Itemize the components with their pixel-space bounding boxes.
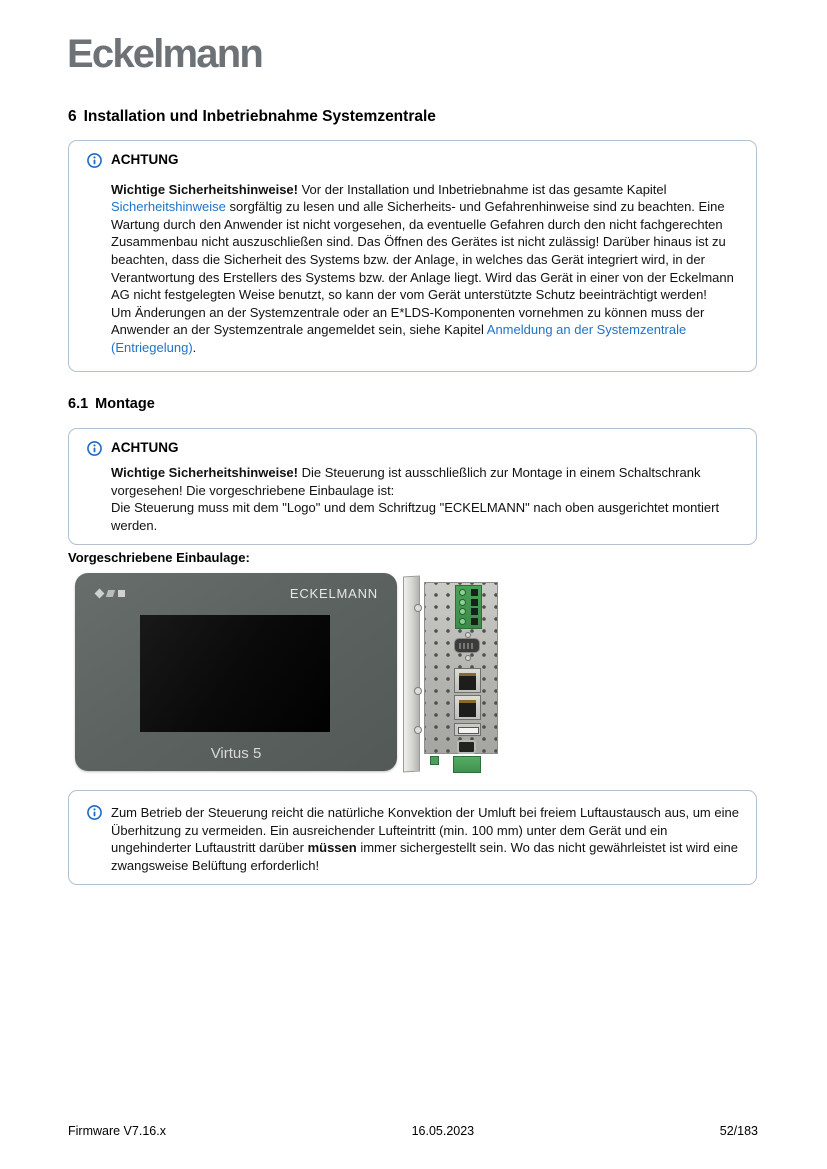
device-touchscreen — [140, 615, 330, 732]
device-model-label: Virtus 5 — [210, 745, 262, 762]
text-link[interactable]: Sicherheitshinweise — [111, 199, 226, 215]
terminal-block-connector — [455, 585, 482, 629]
info-box-ventilation — [68, 790, 757, 885]
info-icon — [87, 804, 111, 874]
bolt-icon — [414, 726, 422, 734]
warning-text: Wichtige Sicherheitshinweise! Vor der Installation und Inbetriebnahme ist das gesamte Kapitel Sicherheitshinweise sorgfältig zu lesen und alle Sicherheits- und Gefahrenhinweise sind zu beachten. Eine Wartung durch den Anwender ist nicht vorgesehen, da eventuelle Gefahren durch den nicht fachgerechten Zusammenbau nicht auszuschließen sind. Das Öffnen des Gerätes ist nicht zulässig! Darüber hinaus ist zu beachten, dass die Sicherheit des Systems bzw. der Anlage, in welches das Gerät integriert wird, in der Verantwortung des Erstellers des Systems bzw. der Anlage liegt. Wird das Gerät in einer von der Eckelmann AG nicht festgelegten Weise benutzt, so kann der vom Gerät unterstützte Schutz beeinträchtigt werden! Um Änderungen an der Systemzentrale oder an E*LDS-Komponenten vornehmen zu können muss der Anwender an der Systemzentrale angemeldet sein, siehe Kapitel Anmeldung an der Systemzentrale (Entriegelung). — [111, 181, 734, 355]
text-link[interactable]: Anmeldung an der Systemzentrale (Entriegelung) — [111, 322, 687, 355]
footer-firmware-version: Firmware V7.16.x — [68, 1124, 166, 1138]
warning-box-installation — [68, 140, 757, 372]
bolt-icon — [414, 687, 422, 695]
subsection-title: Montage — [95, 396, 155, 412]
info-icon — [87, 152, 111, 173]
dsub-connector — [454, 638, 480, 653]
subsection-heading — [68, 396, 155, 412]
footer-date: 16.05.2023 — [411, 1124, 475, 1138]
warning-box-montage — [68, 428, 757, 545]
mini-usb-port — [457, 740, 476, 754]
company-logo: Eckelmann — [67, 32, 263, 76]
device-front-view-image — [75, 573, 397, 771]
screw-icon — [465, 655, 471, 661]
warning-title: ACHTUNG — [111, 152, 179, 167]
usb-port — [454, 723, 481, 736]
warning-text: Wichtige Sicherheitshinweise! Die Steuerung ist ausschließlich zur Montage in einem Schaltschrank vorgesehen! Die vorgeschriebene Einbaulage ist: Die Steuerung muss mit dem "Logo" und dem Schriftzug "ECKELMANN" nach oben ausgerichtet montiert werden. — [111, 465, 720, 533]
section-number: 6 — [68, 108, 77, 125]
ethernet-port — [454, 668, 481, 693]
section-title: Installation und Inbetriebnahme Systemzentrale — [83, 108, 436, 125]
info-text: Zum Betrieb der Steuerung reicht die natürliche Konvektion der Umluft bei freiem Luftaustausch aus, um eine Überhitzung zu vermeiden. Ein ausreichender Lufteintritt (min. 100 mm) unter dem Gerät und ein ungehinderter Luftaustritt darüber müssen immer sichergestellt sein. Wo das nicht gewährleistet ist wird eine zwangsweise Belüftung erforderlich! — [111, 805, 739, 873]
device-side-view-image — [403, 574, 503, 780]
ethernet-port — [454, 695, 481, 720]
subsection-number: 6.1 — [68, 396, 89, 412]
page-footer — [68, 1124, 758, 1138]
footer-page-number: 52/183 — [719, 1124, 758, 1138]
bottom-connector — [453, 756, 481, 773]
bolt-icon — [414, 604, 422, 612]
info-icon — [87, 440, 111, 456]
figure-caption: Vorgeschriebene Einbaulage: — [68, 550, 250, 565]
device-logo-mark-icon — [96, 590, 125, 597]
bottom-connector-small — [430, 756, 439, 765]
warning-title: ACHTUNG — [111, 440, 179, 455]
section-heading — [68, 108, 436, 126]
device-brand-label: ECKELMANN — [289, 586, 378, 601]
